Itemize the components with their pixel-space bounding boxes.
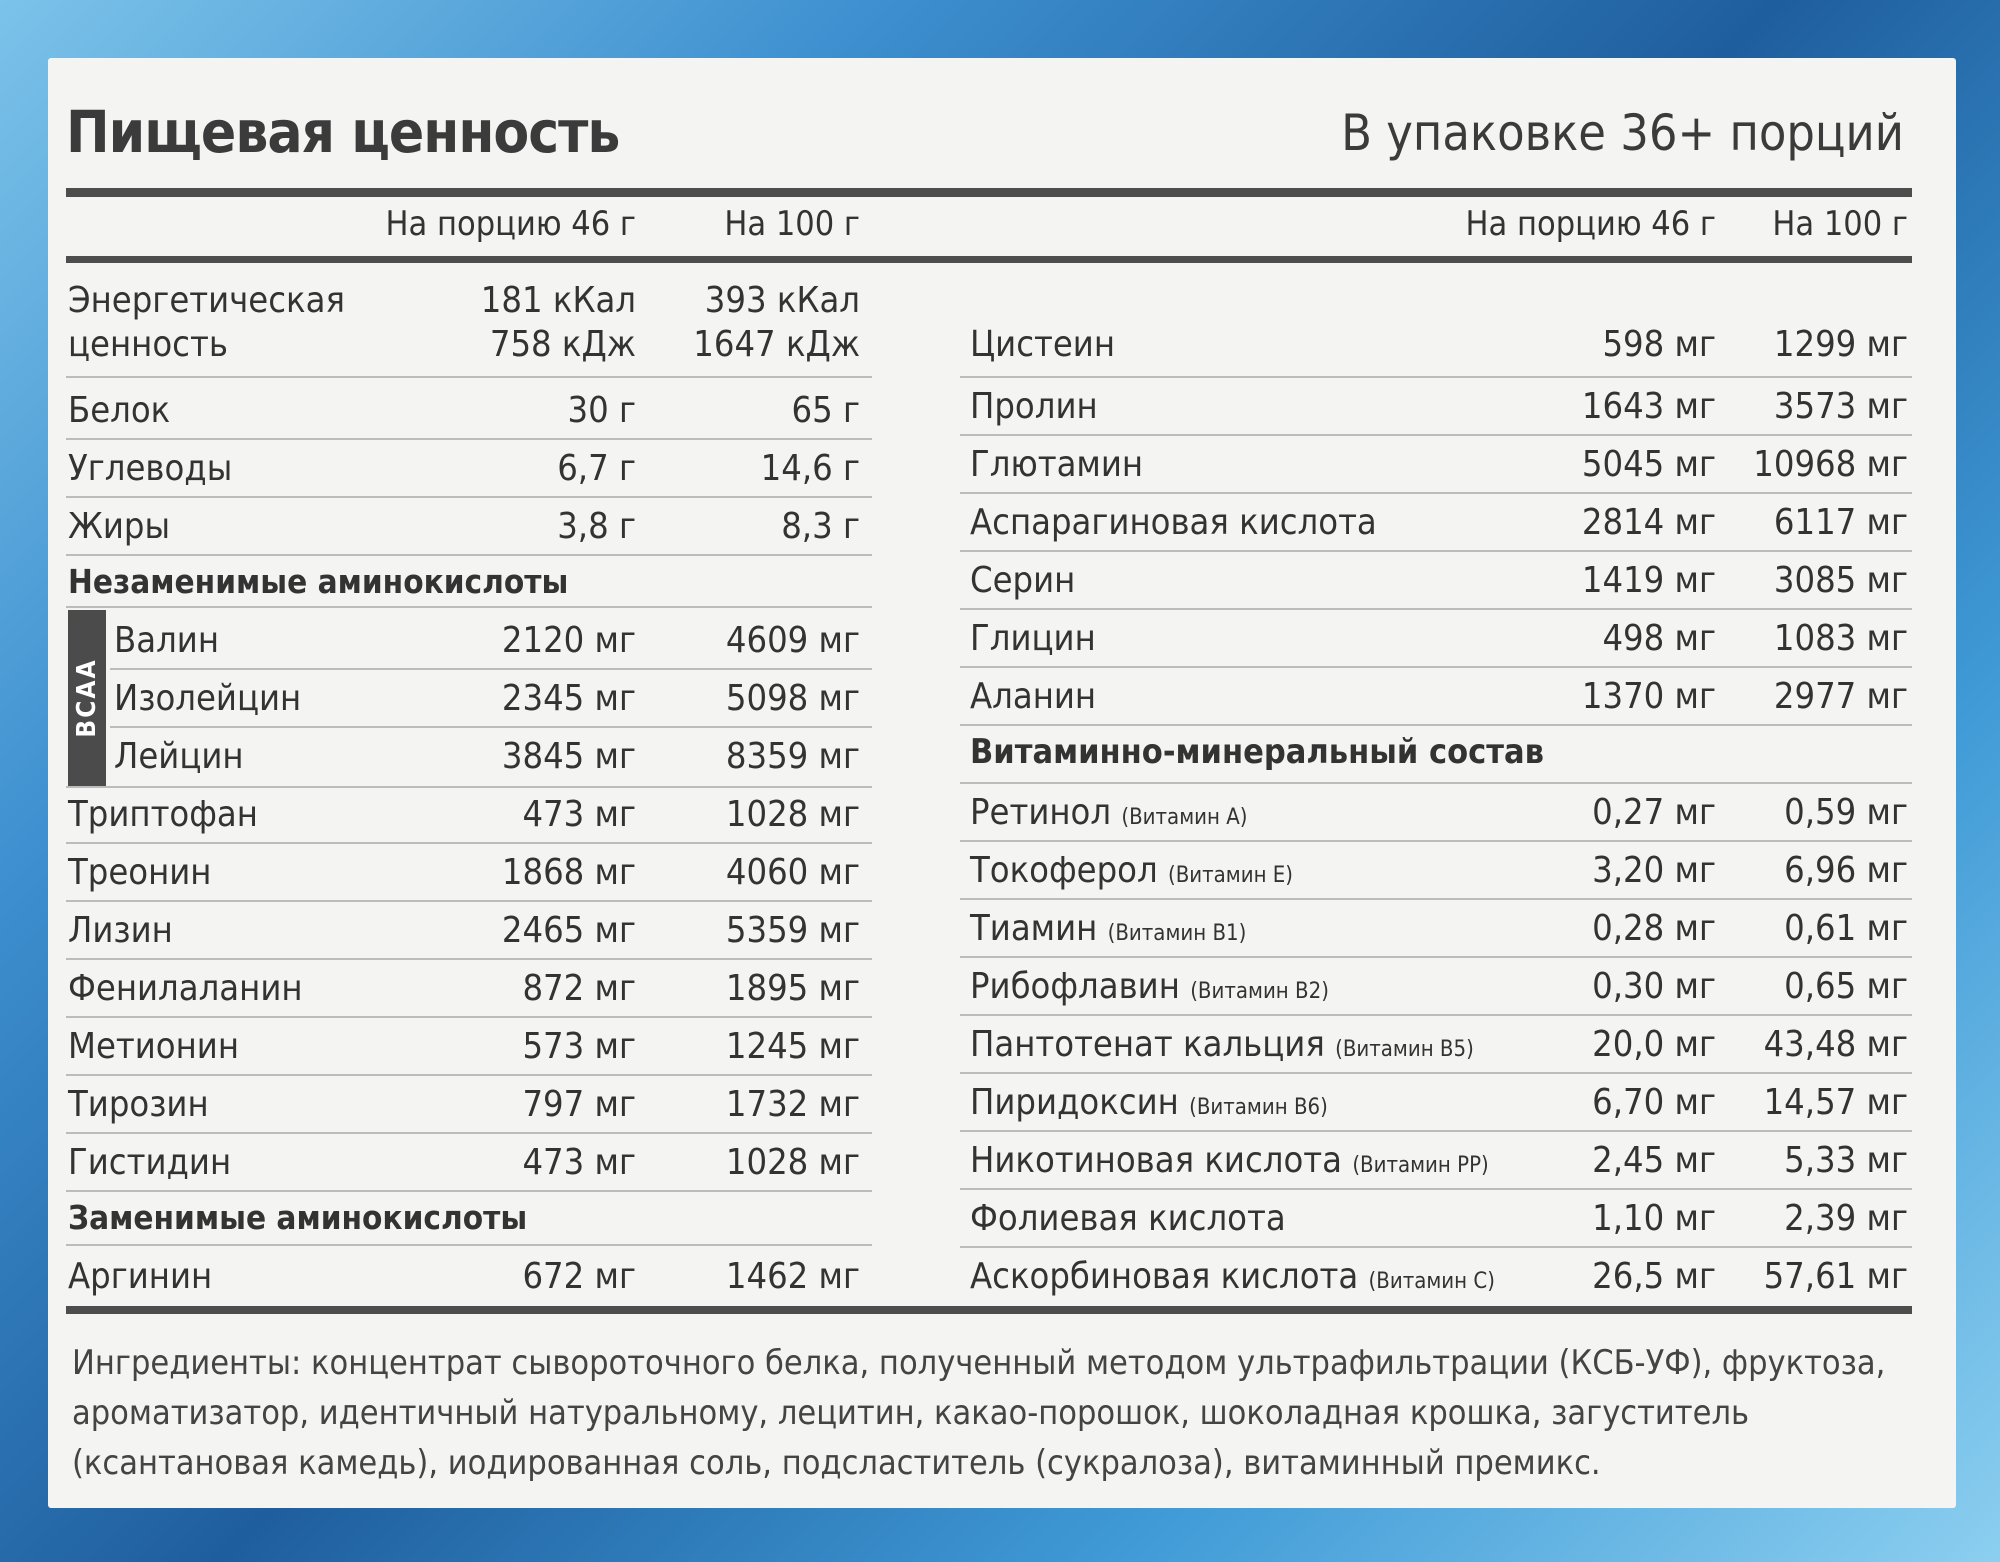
vitamin-note: (Витамин Е) [1167, 863, 1294, 888]
vitamin-per100: 6,96 мг [1784, 850, 1908, 891]
page-title: Пищевая ценность [66, 98, 620, 166]
row-per100: 1028 мг [725, 794, 860, 835]
separator [960, 1072, 1912, 1074]
bcaa-row-portion: 3845 мг [501, 736, 636, 777]
row-name: Триптофан [68, 794, 258, 835]
separator [960, 376, 1912, 378]
separator [960, 1246, 1912, 1248]
vitamin-note: (Витамин В2) [1190, 979, 1329, 1004]
bcaa-row-per100: 5098 мг [725, 678, 860, 719]
row-per100: 14,6 г [760, 448, 860, 489]
separator [960, 434, 1912, 436]
vitamin-portion: 0,28 мг [1592, 908, 1716, 949]
header-right-100: На 100 г [1772, 204, 1908, 244]
right-row-portion: 1419 мг [1581, 560, 1716, 601]
row-per100: 5359 мг [725, 910, 860, 951]
right-row-portion: 5045 мг [1581, 444, 1716, 485]
row-portion: 872 мг [522, 968, 636, 1009]
bcaa-row-portion: 2120 мг [501, 620, 636, 661]
row-portion: 6,7 г [557, 448, 636, 489]
bottom-rule [66, 1306, 1912, 1314]
row-portion: 797 мг [522, 1084, 636, 1125]
row-per100: 4060 мг [725, 852, 860, 893]
vitamin-per100: 57,61 мг [1763, 1256, 1908, 1297]
separator [960, 840, 1912, 842]
right-row-name: Аланин [970, 676, 1097, 717]
vitamin-per100: 14,57 мг [1763, 1082, 1908, 1123]
row-per100: 65 г [791, 390, 860, 431]
right-row-per100: 6117 мг [1773, 502, 1908, 543]
bcaa-row-per100: 4609 мг [725, 620, 860, 661]
right-row-name: Серин [970, 560, 1076, 601]
energy-label-2: ценность [68, 324, 228, 365]
right-row-portion: 1370 мг [1581, 676, 1716, 717]
right-row-name: Аспарагиновая кислота [970, 502, 1377, 543]
right-row-per100: 3573 мг [1773, 386, 1908, 427]
vitamin-per100: 0,59 мг [1784, 792, 1908, 833]
separator [960, 608, 1912, 610]
bcaa-row-per100: 8359 мг [725, 736, 860, 777]
row-portion: 473 мг [522, 1142, 636, 1183]
bcaa-row-name: Лейцин [114, 736, 244, 777]
separator [66, 438, 872, 440]
essential-title: Незаменимые аминокислоты [68, 562, 569, 601]
separator [66, 554, 872, 556]
row-per100: 1028 мг [725, 1142, 860, 1183]
row-name: Гистидин [68, 1142, 232, 1183]
right-row-name: Пролин [970, 386, 1098, 427]
vitamin-portion: 0,27 мг [1592, 792, 1716, 833]
vitamin-name: Пиридоксин [970, 1082, 1179, 1123]
right-row-name: Глицин [970, 618, 1096, 659]
vitamin-note: (Витамин С) [1368, 1269, 1495, 1294]
vitamin-note: (Витамин В5) [1335, 1037, 1474, 1062]
row-name: Лизин [68, 910, 173, 951]
row-name: Треонин [68, 852, 212, 893]
header-rule [66, 256, 1912, 263]
vitamin-name: Ретинол [970, 792, 1112, 833]
separator [66, 842, 872, 844]
bcaa-row-name: Изолейцин [114, 678, 302, 719]
vitamin-per100: 0,61 мг [1784, 908, 1908, 949]
row-per100: 1462 мг [725, 1256, 860, 1297]
vitamin-portion: 1,10 мг [1592, 1198, 1716, 1239]
separator [110, 668, 872, 670]
vitamin-portion: 20,0 мг [1592, 1024, 1716, 1065]
nonessential-title: Заменимые аминокислоты [68, 1198, 528, 1237]
row-per100: 1895 мг [725, 968, 860, 1009]
separator [960, 1130, 1912, 1132]
bcaa-label: BCAA [72, 658, 102, 738]
vitamin-per100: 5,33 мг [1784, 1140, 1908, 1181]
separator [960, 956, 1912, 958]
header-left-100: На 100 г [724, 204, 860, 244]
separator [960, 782, 1912, 784]
row-portion: 30 г [567, 390, 636, 431]
right-row-portion: 2814 мг [1581, 502, 1716, 543]
separator [66, 1190, 872, 1192]
vitamin-name: Пантотенат кальция [970, 1024, 1325, 1065]
separator [66, 1016, 872, 1018]
vitamin-name: Аскорбиновая кислота [970, 1256, 1359, 1297]
right-row-per100: 3085 мг [1773, 560, 1908, 601]
row-per100: 1732 мг [725, 1084, 860, 1125]
row-name: Жиры [68, 506, 171, 547]
vitamin-note: (Витамин В6) [1189, 1095, 1328, 1120]
separator [66, 1244, 872, 1246]
vitamin-portion: 6,70 мг [1592, 1082, 1716, 1123]
row-name: Аргинин [68, 1256, 213, 1297]
bcaa-row-name: Валин [114, 620, 219, 661]
row-name: Фенилаланин [68, 968, 303, 1009]
vitamin-name: Рибофлавин [970, 966, 1180, 1007]
separator [66, 900, 872, 902]
separator [66, 376, 872, 378]
row-portion: 672 мг [522, 1256, 636, 1297]
ingredients-text: Ингредиенты: концентрат сывороточного белка, полученный методом ультрафильтрации (КСБ-УФ), фруктоза, ароматизатор, идентичный натуральному, лецитин, какао-порошок, шоколадная крошка, загуститель (ксантановая камедь), иодированная соль, подсластитель (сукралоза), витаминный премикс. [72, 1343, 1886, 1483]
energy-kcal-100: 393 кКал [704, 280, 860, 321]
right-row-name: Глютамин [970, 444, 1144, 485]
vitamin-name: Фолиевая кислота [970, 1198, 1286, 1239]
separator [66, 496, 872, 498]
separator [66, 1132, 872, 1134]
energy-kj-100: 1647 кДж [693, 324, 860, 365]
separator [960, 1014, 1912, 1016]
separator [960, 492, 1912, 494]
vitamin-portion: 26,5 мг [1592, 1256, 1716, 1297]
vitamin-portion: 3,20 мг [1592, 850, 1716, 891]
row-portion: 473 мг [522, 794, 636, 835]
separator [960, 898, 1912, 900]
row-portion: 573 мг [522, 1026, 636, 1067]
right-row-portion: 598 мг [1602, 324, 1716, 365]
vitamin-note: (Витамин В1) [1107, 921, 1247, 946]
header-right-portion: На порцию 46 г [1465, 204, 1716, 244]
right-row-per100: 1083 мг [1773, 618, 1908, 659]
row-portion: 3,8 г [557, 506, 636, 547]
right-row-per100: 10968 мг [1753, 444, 1908, 485]
right-row-name: Цистеин [970, 324, 1116, 365]
row-name: Тирозин [68, 1084, 209, 1125]
row-portion: 2465 мг [501, 910, 636, 951]
right-row-per100: 1299 мг [1773, 324, 1908, 365]
top-rule [66, 188, 1912, 197]
vitamin-name: Никотиновая кислота [970, 1140, 1343, 1181]
energy-kj-portion: 758 кДж [489, 324, 636, 365]
servings-count: В упаковке 36+ порций [1341, 104, 1904, 162]
row-per100: 1245 мг [725, 1026, 860, 1067]
right-row-per100: 2977 мг [1773, 676, 1908, 717]
separator [960, 666, 1912, 668]
separator [110, 726, 872, 728]
bcaa-row-portion: 2345 мг [501, 678, 636, 719]
row-name: Углеводы [68, 448, 233, 489]
separator [66, 958, 872, 960]
separator [66, 1074, 872, 1076]
separator [66, 606, 872, 608]
separator [960, 1188, 1912, 1190]
right-row-portion: 1643 мг [1581, 386, 1716, 427]
separator [960, 724, 1912, 726]
vitamin-per100: 43,48 мг [1763, 1024, 1908, 1065]
row-portion: 1868 мг [501, 852, 636, 893]
right-row-portion: 498 мг [1602, 618, 1716, 659]
header-left-portion: На порцию 46 г [385, 204, 636, 244]
bcaa-badge [68, 610, 106, 786]
energy-label-1: Энергетическая [68, 280, 345, 321]
vitamin-portion: 0,30 мг [1592, 966, 1716, 1007]
vitamin-note: (Витамин А) [1121, 805, 1248, 830]
vitamin-name: Тиамин [970, 908, 1098, 949]
separator [960, 550, 1912, 552]
row-per100: 8,3 г [781, 506, 860, 547]
row-name: Белок [68, 390, 171, 431]
vitamin-title: Витаминно-минеральный состав [970, 732, 1544, 772]
separator [66, 786, 872, 788]
vitamin-per100: 0,65 мг [1784, 966, 1908, 1007]
row-name: Метионин [68, 1026, 239, 1067]
vitamin-note: (Витамин РР) [1352, 1153, 1489, 1178]
energy-kcal-portion: 181 кКал [480, 280, 636, 321]
vitamin-portion: 2,45 мг [1592, 1140, 1716, 1181]
vitamin-name: Токоферол [970, 850, 1158, 891]
vitamin-per100: 2,39 мг [1784, 1198, 1908, 1239]
